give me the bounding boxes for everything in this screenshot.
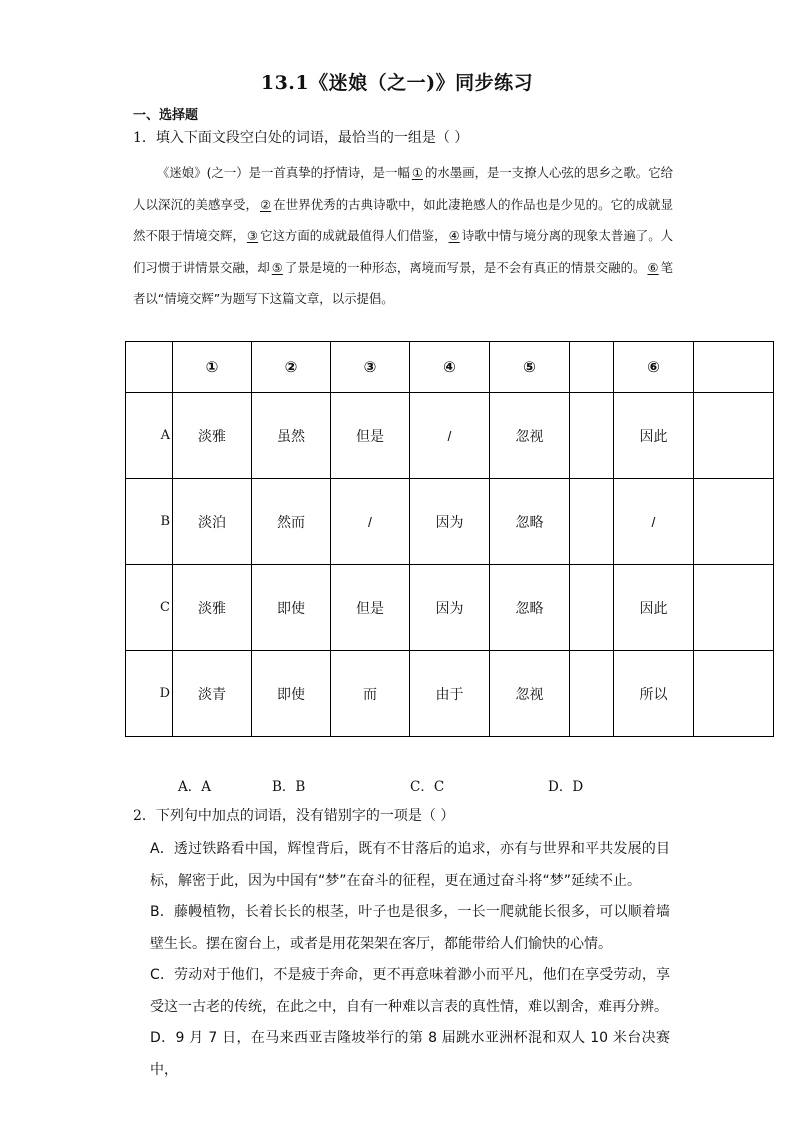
table-row bbox=[126, 393, 774, 479]
table-cell bbox=[570, 565, 614, 651]
table-cell: 而 bbox=[331, 651, 410, 737]
passage-text: 的水墨画，是一支撩人心弦的思乡之歌。它给人以深沉的美感享受， bbox=[133, 165, 674, 212]
table-cell: 即使 bbox=[252, 651, 331, 737]
table-row bbox=[126, 565, 774, 651]
table-cell bbox=[570, 393, 614, 479]
table-cell: 因此 bbox=[614, 393, 694, 479]
table-cell: 因为 bbox=[410, 479, 490, 565]
blank-marker: ① bbox=[411, 165, 423, 180]
table-cell: 因此 bbox=[614, 565, 694, 651]
table-cell: 因为 bbox=[410, 565, 490, 651]
table-cell: 忽略 bbox=[490, 479, 570, 565]
row-label: D bbox=[126, 651, 173, 737]
table-cell: 虽然 bbox=[252, 393, 331, 479]
blank-marker: ⑥ bbox=[647, 259, 659, 275]
question-2-stem: 2．下列句中加点的词语，没有错别字的一项是（ ） bbox=[133, 808, 455, 824]
header-cell: ④ bbox=[410, 342, 490, 393]
table-cell bbox=[694, 479, 774, 565]
question-2-option-c[interactable]: C．劳动对于他们，不是疲于奔命，更不再意味着渺小而平凡，他们在享受劳动，享受这一古老的传统，在此之中，自有一种难以言表的真性情，难以割舍，难再分辨。 bbox=[150, 967, 670, 1015]
table-cell: 由于 bbox=[410, 651, 490, 737]
passage-text: 诗歌中情与境分离的现象太普遍了。人们习惯于讲情景交融，却 bbox=[133, 228, 674, 275]
blank-marker: ④ bbox=[448, 228, 460, 244]
row-label: C bbox=[126, 565, 173, 651]
choice-d[interactable]: D．D bbox=[548, 779, 584, 795]
header-cell: ⑤ bbox=[490, 342, 570, 393]
choice-c[interactable]: C．C bbox=[410, 779, 445, 795]
header-cell bbox=[126, 342, 173, 393]
table-cell: 然而 bbox=[252, 479, 331, 565]
table-cell: 淡青 bbox=[173, 651, 252, 737]
table-row bbox=[126, 651, 774, 737]
table-header-row bbox=[126, 342, 774, 393]
table-cell bbox=[570, 651, 614, 737]
passage-text: 《迷娘》(之一）是一首真挚的抒情诗，是一幅 bbox=[157, 165, 410, 180]
choice-a[interactable]: A．A bbox=[178, 779, 211, 795]
table-cell: 即使 bbox=[252, 565, 331, 651]
table-cell: 但是 bbox=[331, 565, 410, 651]
passage-text: 它这方面的成就最值得人们借鉴， bbox=[260, 228, 447, 244]
passage-text: 笔者以“情境交辉”为题写下这篇文章，以示提倡。 bbox=[133, 259, 674, 307]
table-cell: 忽略 bbox=[490, 565, 570, 651]
table-cell: 淡泊 bbox=[173, 479, 252, 565]
table-cell: 淡雅 bbox=[173, 393, 252, 479]
blank-marker: ② bbox=[259, 196, 272, 212]
question-1-stem: 1．填入下面文段空白处的词语，最恰当的一组是（ ） bbox=[133, 130, 469, 146]
table-cell: / bbox=[331, 479, 410, 565]
answer-options-table bbox=[125, 341, 774, 737]
passage-text: 了景是境的一种形态，离境而写景，是不会有真正的情景交融的。 bbox=[284, 259, 646, 275]
choice-b[interactable]: B．B bbox=[272, 779, 306, 795]
header-cell: ③ bbox=[331, 342, 410, 393]
table-cell: 所以 bbox=[614, 651, 694, 737]
blank-marker: ⑤ bbox=[271, 259, 283, 275]
question-1-passage bbox=[133, 157, 673, 315]
question-2-option-d[interactable]: D．9 月 7 日，在马来西亚吉隆坡举行的第 8 届跳水亚洲杯混和双人 10 米台决赛中， bbox=[150, 1030, 670, 1078]
blank-marker: ③ bbox=[246, 228, 259, 244]
table-cell bbox=[694, 565, 774, 651]
table-cell: 淡雅 bbox=[173, 565, 252, 651]
row-label: A bbox=[126, 393, 173, 479]
table-cell: / bbox=[614, 479, 694, 565]
table-cell bbox=[694, 651, 774, 737]
table-cell: 忽视 bbox=[490, 651, 570, 737]
header-cell bbox=[570, 342, 614, 393]
header-cell: ⑥ bbox=[614, 342, 694, 393]
section-heading: 一、选择题 bbox=[133, 108, 199, 123]
table-cell: 但是 bbox=[331, 393, 410, 479]
table-cell bbox=[694, 393, 774, 479]
row-label: B bbox=[126, 479, 173, 565]
header-cell bbox=[694, 342, 774, 393]
table-cell: / bbox=[410, 393, 490, 479]
header-cell: ① bbox=[173, 342, 252, 393]
header-cell: ② bbox=[252, 342, 331, 393]
question-2-option-a[interactable]: A．透过铁路看中国，辉惶背后，既有不甘落后的追求，亦有与世界和平共发展的目标，解密于此，因为中国有“梦”在奋斗的征程，更在通过奋斗将“梦”延续不止。 bbox=[150, 841, 670, 889]
passage-text: 在世界优秀的古典诗歌中，如此凄艳感人的作品也是少见的。它的成就显然不限于情境交辉， bbox=[133, 196, 674, 244]
table-cell bbox=[570, 479, 614, 565]
question-2-option-b[interactable]: B．藤幔植物，长着长长的根茎，叶子也是很多，一长一爬就能长很多，可以顺着墙壁生长。摆在窗台上，或者是用花架架在客厅，都能带给人们愉快的心情。 bbox=[150, 904, 670, 952]
table-cell: 忽视 bbox=[490, 393, 570, 479]
table-row bbox=[126, 479, 774, 565]
page-title: 13.1《迷娘（之一)》同步练习 bbox=[260, 72, 534, 94]
